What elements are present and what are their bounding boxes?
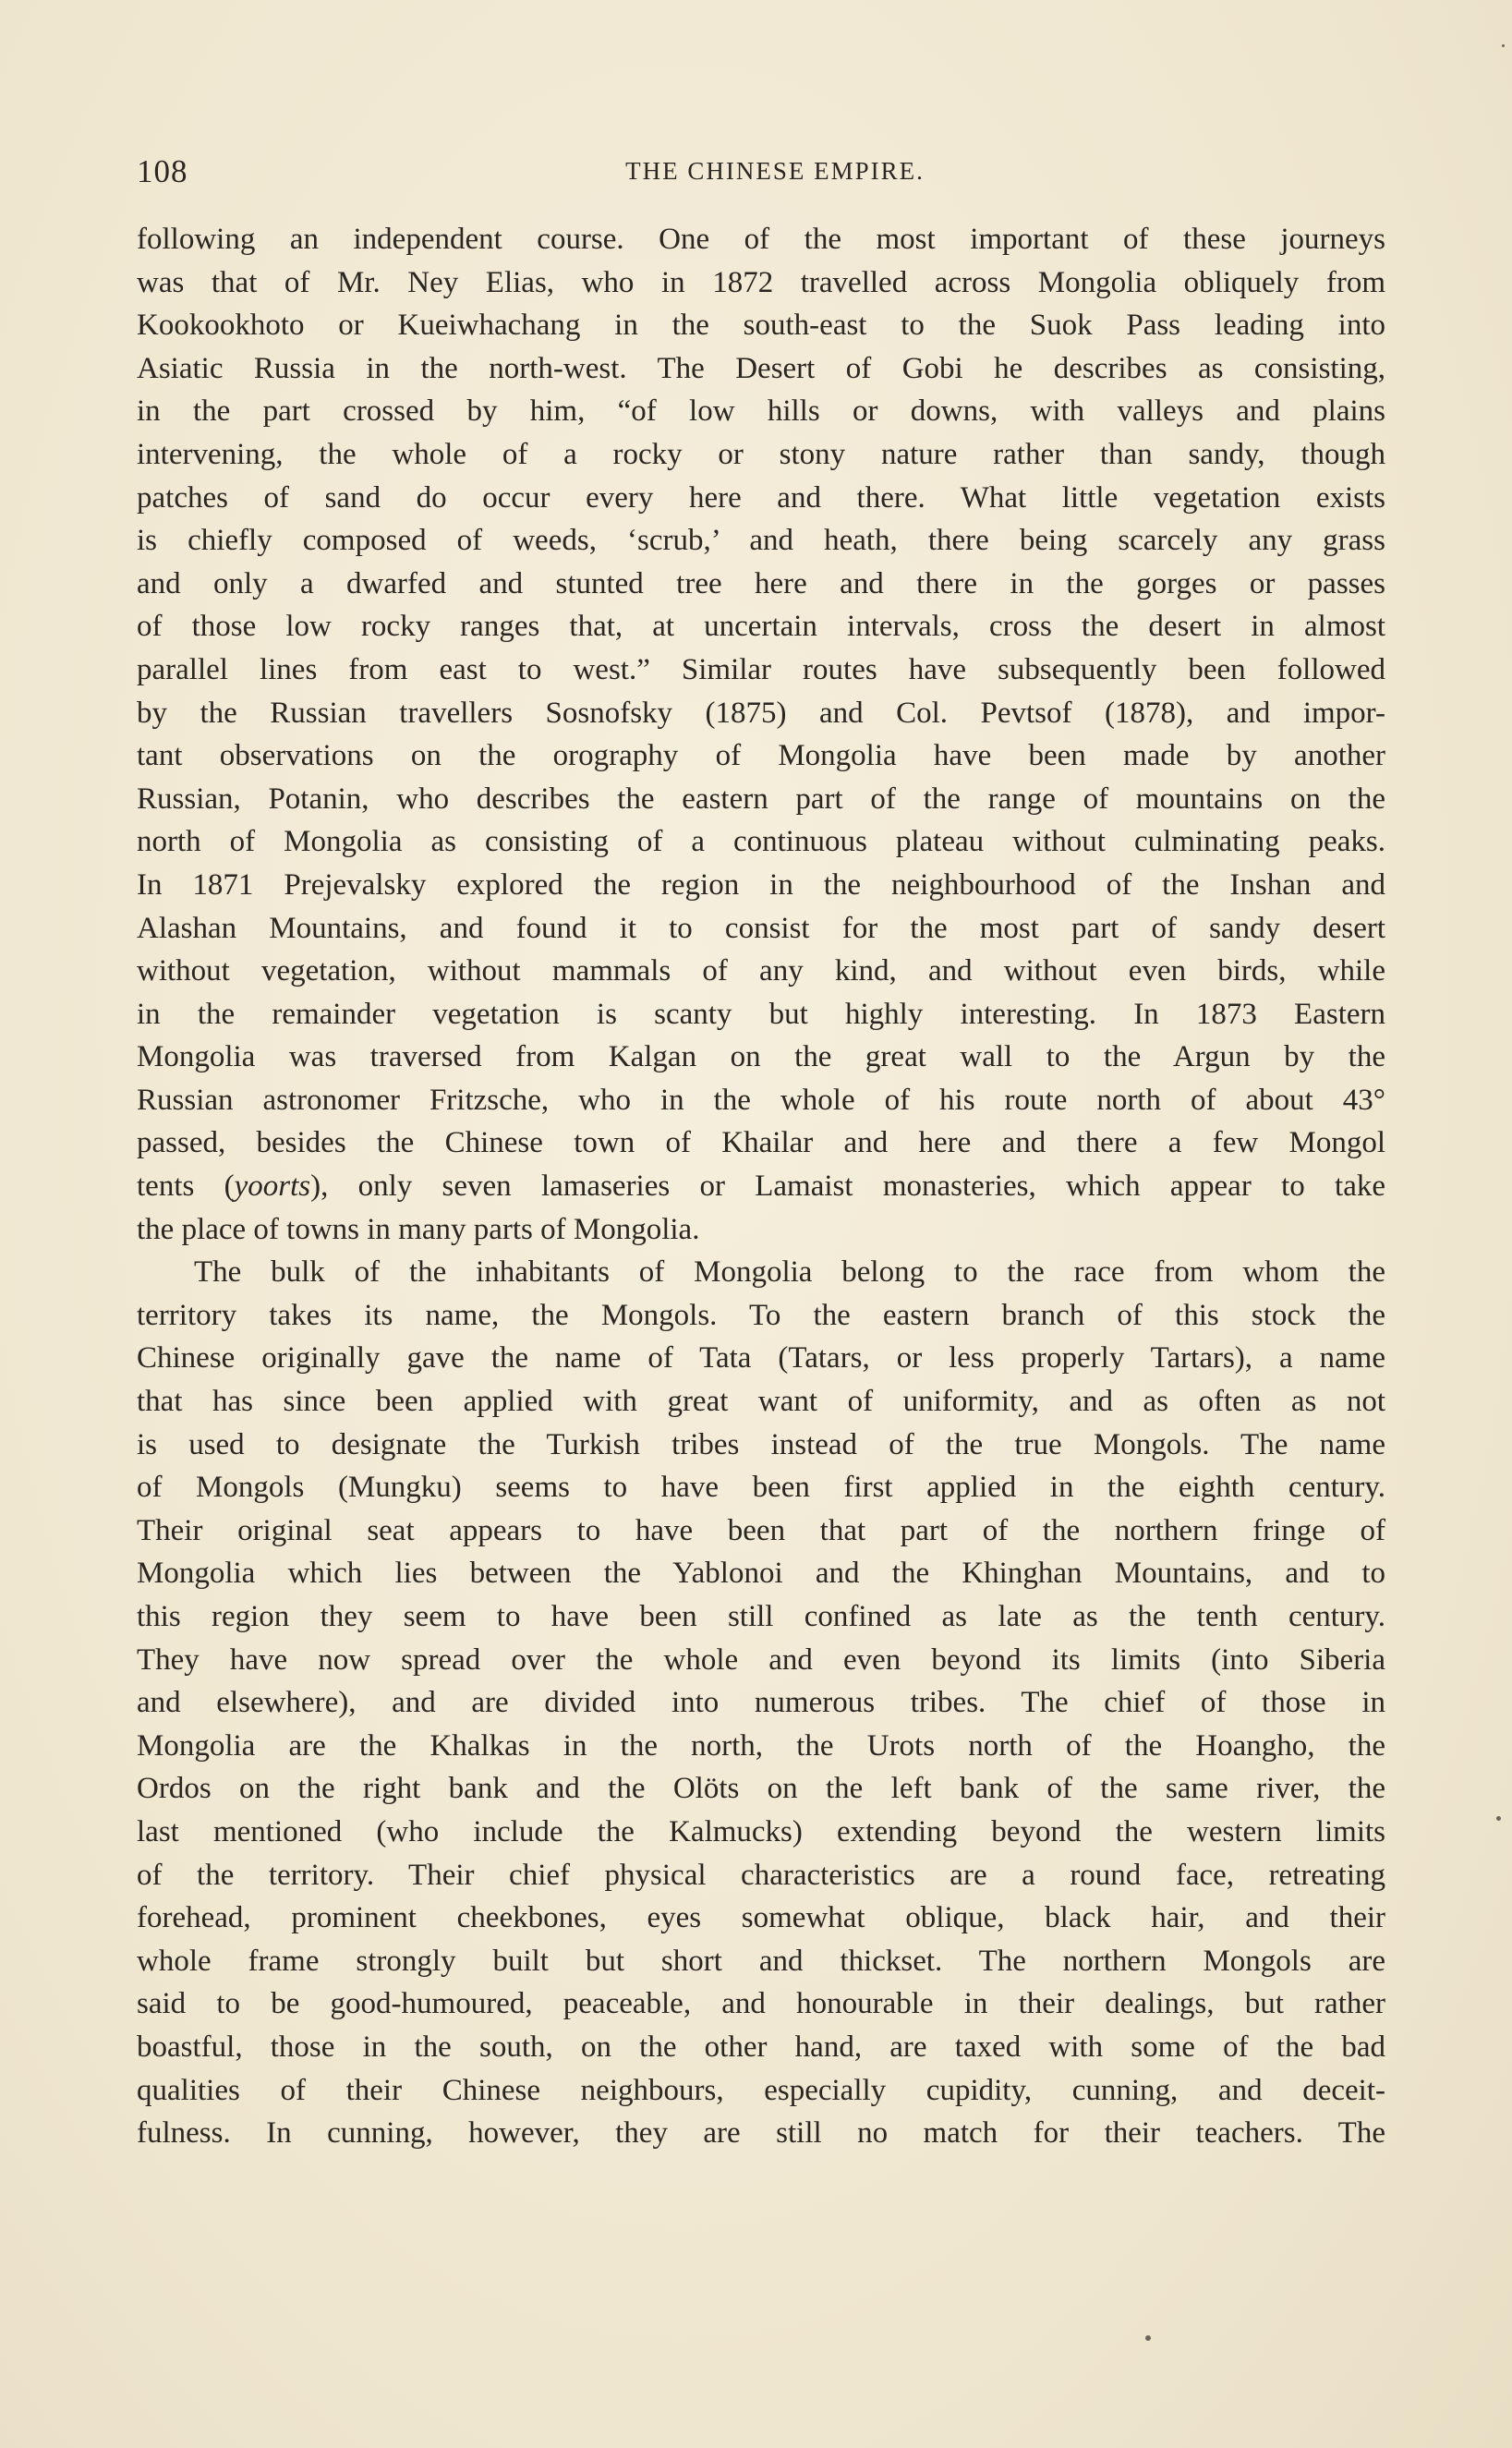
text-line: Mongolia are the Khalkas in the north, the Urots north of the Hoangho, the <box>137 1728 1385 1763</box>
text-line: of those low rocky ranges that, at uncertain intervals, cross the desert in almost <box>137 610 1385 644</box>
text-line: is used to designate the Turkish tribes instead of the true Mongols. The name <box>137 1427 1385 1461</box>
text-line: said to be good-humoured, peaceable, and honourable in their dealings, but rather <box>137 1987 1385 2021</box>
text-line <box>137 1165 1385 1208</box>
text-line: without vegetation, without mammals of any kind, and without even birds, while <box>137 954 1385 988</box>
text-segment: tents ( <box>137 1169 235 1204</box>
text-line: Asiatic Russia in the north-west. The Desert of Gobi he describes as consisting, <box>137 351 1385 385</box>
text-line: qualities of their Chinese neighbours, especially cupidity, cunning, and deceit- <box>137 2073 1385 2107</box>
text-line <box>137 1121 1385 1165</box>
text-line: north of Mongolia as consisting of a continuous plateau without culminating peaks. <box>137 825 1385 859</box>
page-header <box>137 153 1385 196</box>
text-line: and elsewhere), and are divided into numerous tribes. The chief of those in <box>137 1686 1385 1720</box>
text-line: Mongolia which lies between the Yablonoi and the Khinghan Mountains, and to <box>137 1557 1385 1591</box>
text-line: and only a dwarfed and stunted tree here and there in the gorges or passes <box>137 566 1385 600</box>
paper-speck <box>1502 44 1505 47</box>
body-text <box>137 218 1385 2155</box>
page-number: 108 <box>137 153 188 189</box>
italic-term: yoorts <box>234 1169 311 1204</box>
text-line: by the Russian travellers Sosnofsky (1875) and Col. Pevtsof (1878), and impor- <box>137 696 1385 730</box>
text-line: that has since been applied with great want of uniformity, and as often as not <box>137 1385 1385 1419</box>
running-head: THE CHINESE EMPIRE. <box>625 157 925 185</box>
text-line: parallel lines from east to west.” Similar routes have subsequently been followed <box>137 652 1385 686</box>
text-segment: ), only seven lamaseries or Lamaist monasteries, which appear to take <box>310 1169 1385 1204</box>
text-line: They have now spread over the whole and even beyond its limits (into Siberia <box>137 1642 1385 1677</box>
text-line: Their original seat appears to have been that part of the northern fringe of <box>137 1513 1385 1547</box>
text-line: is chiefly composed of weeds, ‘scrub,’ and heath, there being scarcely any grass <box>137 524 1385 558</box>
text-line: territory takes its name, the Mongols. To the eastern branch of this stock the <box>137 1298 1385 1332</box>
text-line: last mentioned (who include the Kalmucks) extending beyond the western limits <box>137 1814 1385 1848</box>
text-line: intervening, the whole of a rocky or stony nature rather than sandy, though <box>137 437 1385 471</box>
text-line: Ordos on the right bank and the Olöts on the left bank of the same river, the <box>137 1772 1385 1806</box>
text-line: in the remainder vegetation is scanty but highly interesting. In 1873 Eastern <box>137 997 1385 1031</box>
text-line: in the part crossed by him, “of low hills or downs, with valleys and plains <box>137 394 1385 429</box>
paper-speck <box>1496 1816 1501 1821</box>
text-segment: passed, besides the Chinese town of Khailar and here and there a few Mongol <box>137 1126 1385 1160</box>
text-line: Kookookhoto or Kueiwhachang in the south-east to the Suok Pass leading into <box>137 309 1385 343</box>
text-line: Alashan Mountains, and found it to consist for the most part of sandy desert <box>137 911 1385 945</box>
text-line: Mongolia was traversed from Kalgan on the great wall to the Argun by the <box>137 1040 1385 1074</box>
text-line: was that of Mr. Ney Elias, who in 1872 travelled across Mongolia obliquely from <box>137 265 1385 299</box>
text-line: fulness. In cunning, however, they are still no match for their teachers. The <box>137 2116 1385 2151</box>
text-line: forehead, prominent cheekbones, eyes somewhat oblique, black hair, and their <box>137 1901 1385 1935</box>
paper-speck <box>1145 2335 1151 2341</box>
text-line: whole frame strongly built but short and thickset. The northern Mongols are <box>137 1944 1385 1978</box>
text-line: of Mongols (Mungku) seems to have been first applied in the eighth century. <box>137 1471 1385 1505</box>
paragraph-first-line: The bulk of the inhabitants of Mongolia belong to the race from whom the <box>194 1255 1385 1290</box>
text-line: boastful, those in the south, on the other hand, are taxed with some of the bad <box>137 2030 1385 2064</box>
text-line: of the territory. Their chief physical characteristics are a round face, retreating <box>137 1858 1385 1892</box>
text-line: Russian astronomer Fritzsche, who in the whole of his route north of about 43° <box>137 1083 1385 1117</box>
text-line: patches of sand do occur every here and there. What little vegetation exists <box>137 480 1385 515</box>
text-line: tant observations on the orography of Mongolia have been made by another <box>137 739 1385 773</box>
text-line: Chinese originally gave the name of Tata (Tatars, or less properly Tartars), a name <box>137 1341 1385 1375</box>
text-line: following an independent course. One of the most important of these journeys <box>137 223 1385 256</box>
text-line: the place of towns in many parts of Mongolia. <box>137 1212 700 1246</box>
text-line: Russian, Potanin, who describes the eastern part of the range of mountains on the <box>137 782 1385 816</box>
text-line: In 1871 Prejevalsky explored the region in the neighbourhood of the Inshan and <box>137 867 1385 902</box>
text-line: this region they seem to have been still confined as late as the tenth century. <box>137 1600 1385 1633</box>
